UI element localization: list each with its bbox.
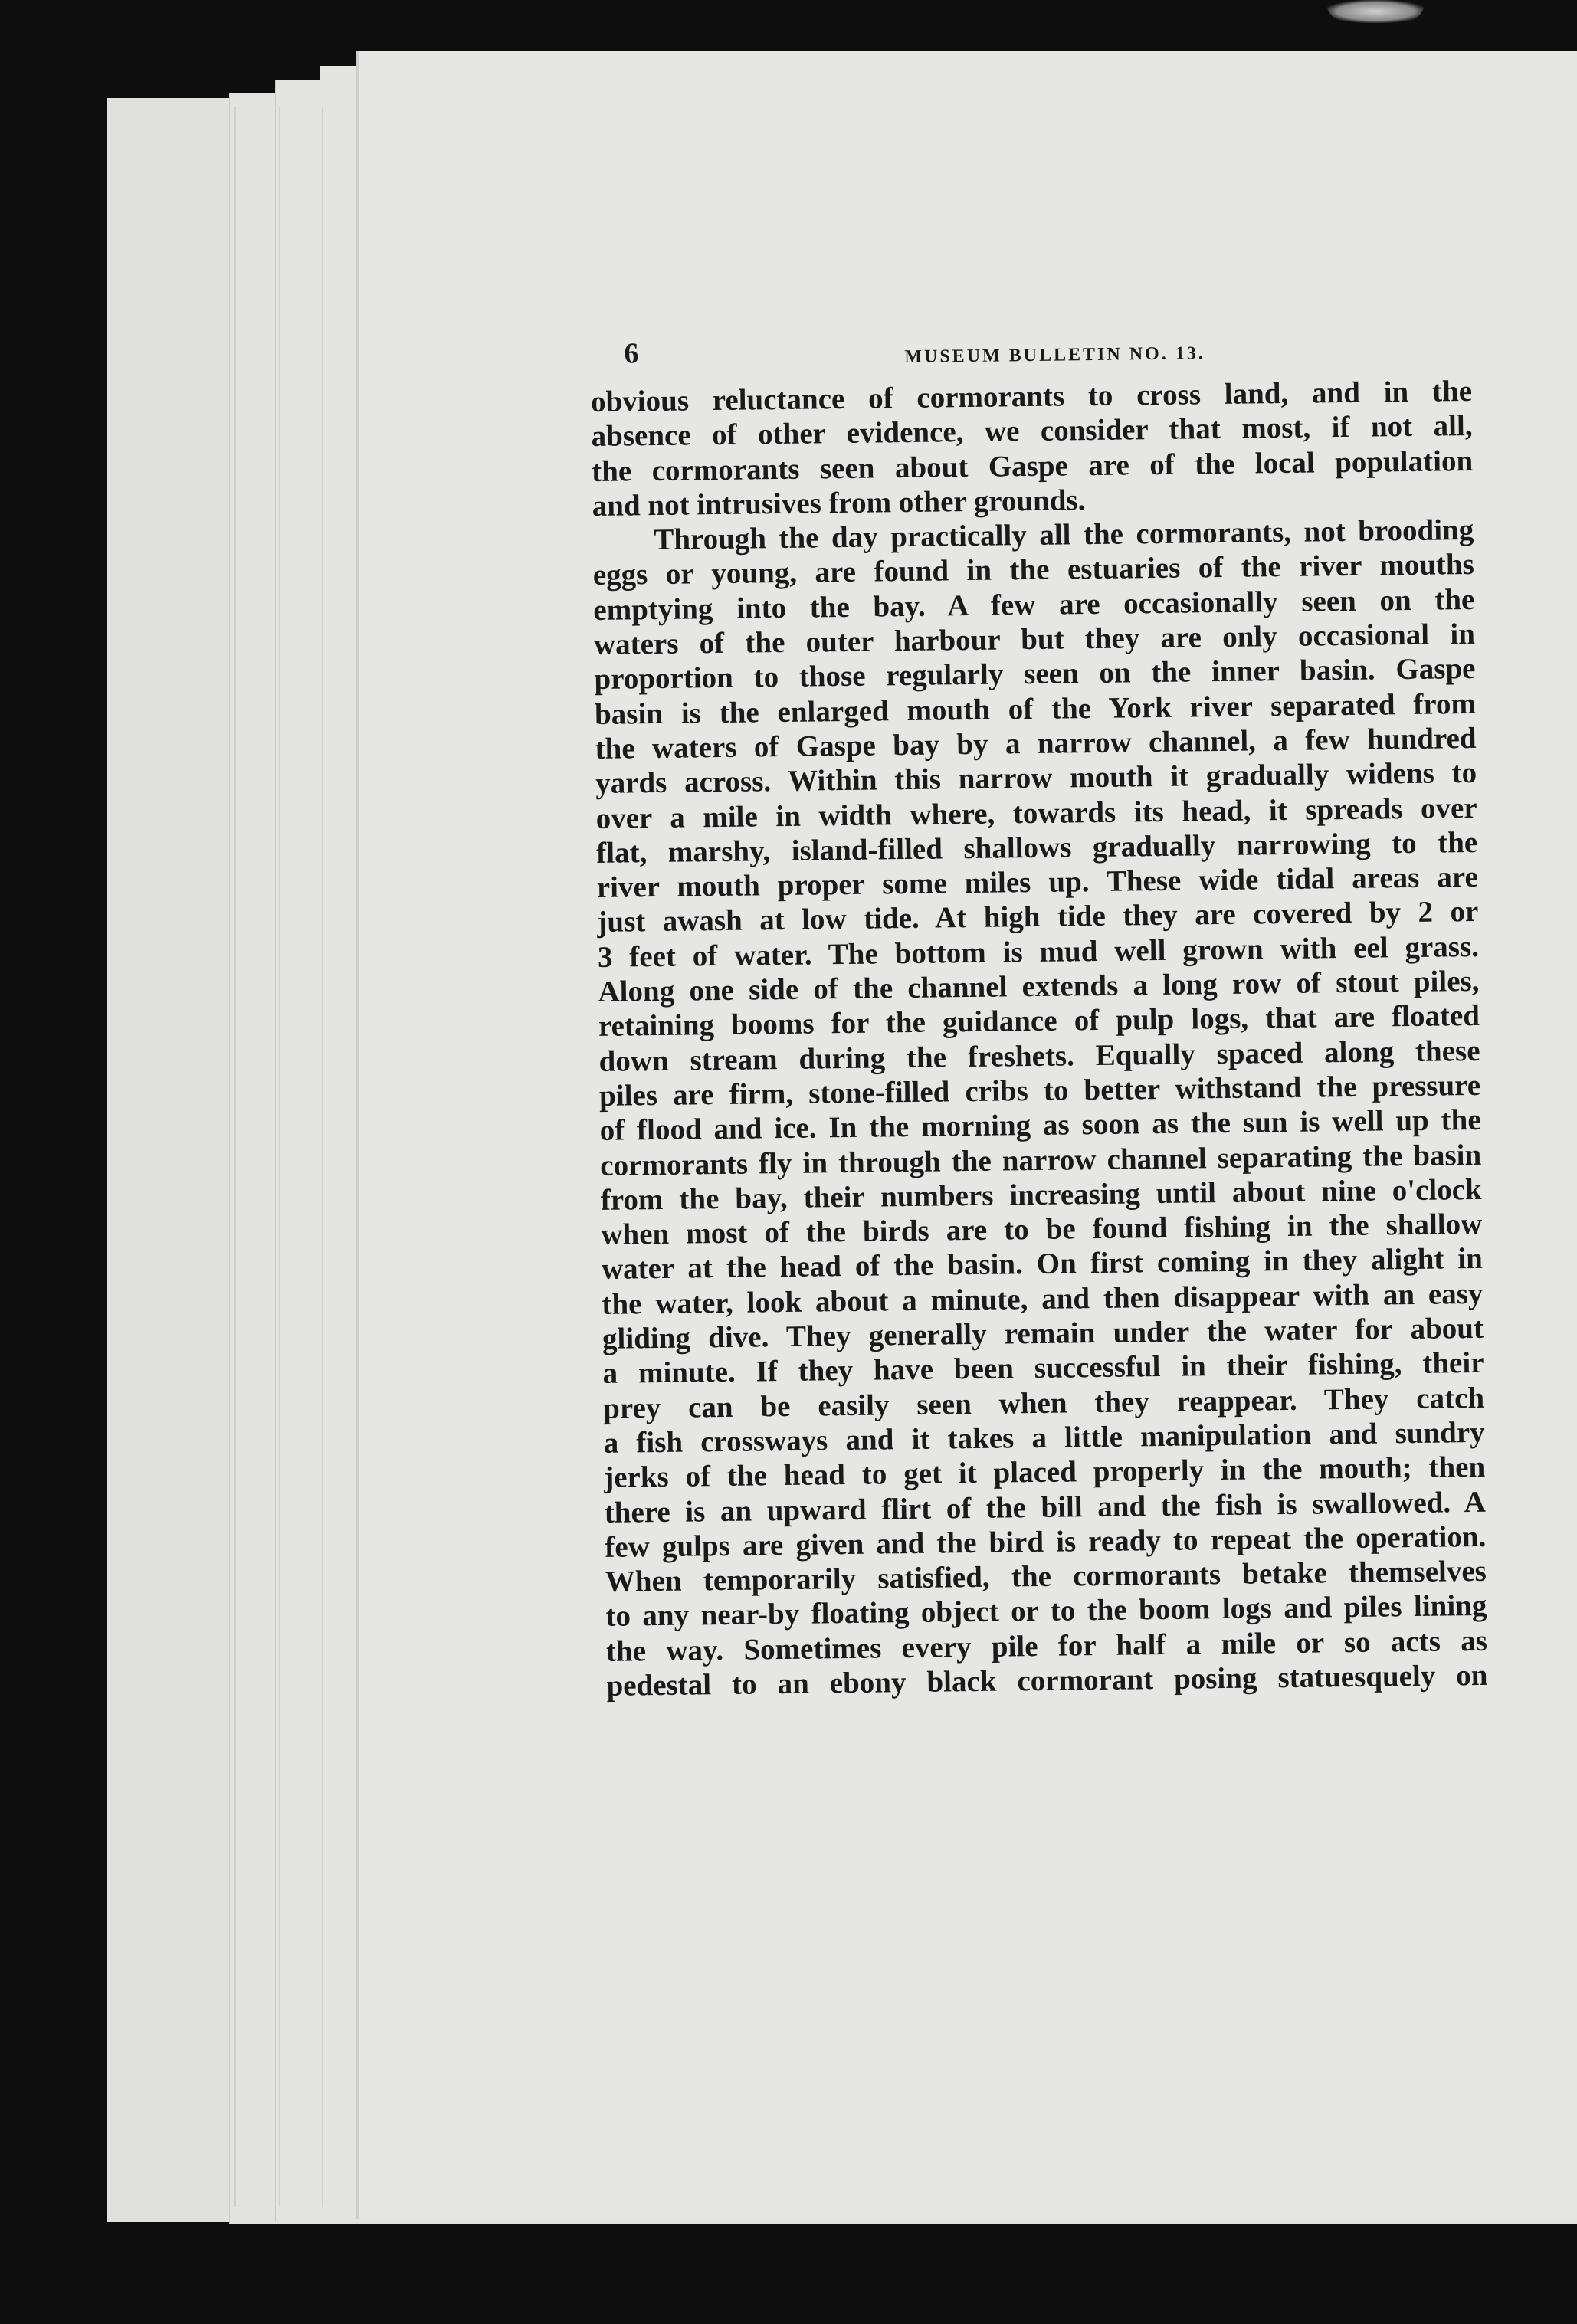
text-line: water at the head of the basin. On first coming in they alight in: [601, 1242, 1484, 1287]
text-line: from the bay, their numbers increasing until about nine o'clock: [600, 1172, 1482, 1217]
text-line: there is an upward flirt of the bill and the fish is swallowed. A: [604, 1485, 1486, 1529]
text-line: yards across. Within this narrow mouth it gradually widens to: [595, 756, 1477, 801]
text-line: piles are firm, stone-filled cribs to better withstand the pressure: [598, 1068, 1481, 1113]
text-line: jerks of the head to get it placed properly in the mouth; then: [603, 1450, 1486, 1495]
text-line: just awash at low tide. At high tide they are covered by 2 or: [597, 895, 1479, 939]
text-line: emptying into the bay. A few are occasionally seen on the: [593, 582, 1475, 627]
text-line: of flood and ice. In the morning as soon as the sun is well up the: [599, 1103, 1481, 1148]
sheet-edge: [279, 107, 280, 2207]
text-line: and not intrusives from other grounds.: [592, 483, 1086, 523]
text-line: when most of the birds are to be found fishing in the shallow: [601, 1207, 1483, 1252]
text-line: a minute. If they have been successful in their fishing, their: [602, 1346, 1484, 1391]
text-line: over a mile in width where, towards its head, it spreads over: [595, 791, 1477, 835]
text-line: proportion to those regularly seen on the inner basin. Gaspe: [594, 652, 1476, 697]
page-number: 6: [624, 337, 639, 370]
text-line: few gulps are given and the bird is ready to repeat the operation.: [605, 1519, 1487, 1564]
sheet-edge: [322, 107, 323, 2207]
text-line: Along one side of the channel extends a long row of stout piles,: [598, 964, 1480, 1008]
text-line: pedestal to an ebony black cormorant posing statuesquely on: [606, 1658, 1488, 1703]
text-line: the waters of Gaspe bay by a narrow channel, a few hundred: [595, 721, 1477, 765]
text-line: the cormorants seen about Gaspe are of the local population: [591, 444, 1474, 488]
scan-smudge: [1326, 0, 1425, 23]
text-line: flat, marshy, island-filled shallows gradually narrowing to the: [596, 825, 1478, 870]
text-line: down stream during the freshets. Equally spaced along these: [598, 1034, 1480, 1078]
text-line: 3 feet of water. The bottom is mud well grown with eel grass.: [597, 929, 1480, 974]
text-line: Through the day practically all the cormorants, not brooding: [654, 513, 1474, 557]
text-line: basin is the enlarged mouth of the York river separated from: [594, 687, 1477, 731]
text-line: river mouth proper some miles up. These wide tidal areas are: [596, 860, 1479, 905]
text-line: retaining booms for the guidance of pulp logs, that are floated: [598, 999, 1480, 1044]
text-line: gliding dive. They generally remain under the water for about: [602, 1311, 1484, 1355]
text-line: cormorants fly in through the narrow channel separating the basin: [599, 1138, 1482, 1182]
running-head-title: MUSEUM BULLETIN NO. 13.: [904, 343, 1205, 367]
text-line: eggs or young, are found in the estuaries of the river mouths: [592, 548, 1475, 592]
text-line: the way. Sometimes every pile for half a mile or so acts as: [605, 1624, 1488, 1668]
text-line: When temporarily satisfied, the cormorants betake themselves: [605, 1554, 1487, 1598]
page-content: [590, 323, 1513, 1867]
text-line: the water, look about a minute, and then disappear with an easy: [602, 1277, 1484, 1321]
text-line: prey can be easily seen when they reappear. They catch: [602, 1381, 1485, 1425]
text-line: waters of the outer harbour but they are only occasional in: [593, 617, 1476, 662]
body-text: [591, 374, 1511, 1704]
text-line: a fish crossways and it takes a little manipulation and sundry: [603, 1415, 1485, 1460]
sheet-edge: [234, 107, 236, 2207]
text-line: to any near-by floating object or to the boom logs and piles lining: [605, 1589, 1487, 1634]
text-line: absence of other evidence, we consider that most, if not all,: [591, 409, 1473, 454]
text-line: obvious reluctance of cormorants to cross land, and in the: [590, 374, 1473, 418]
